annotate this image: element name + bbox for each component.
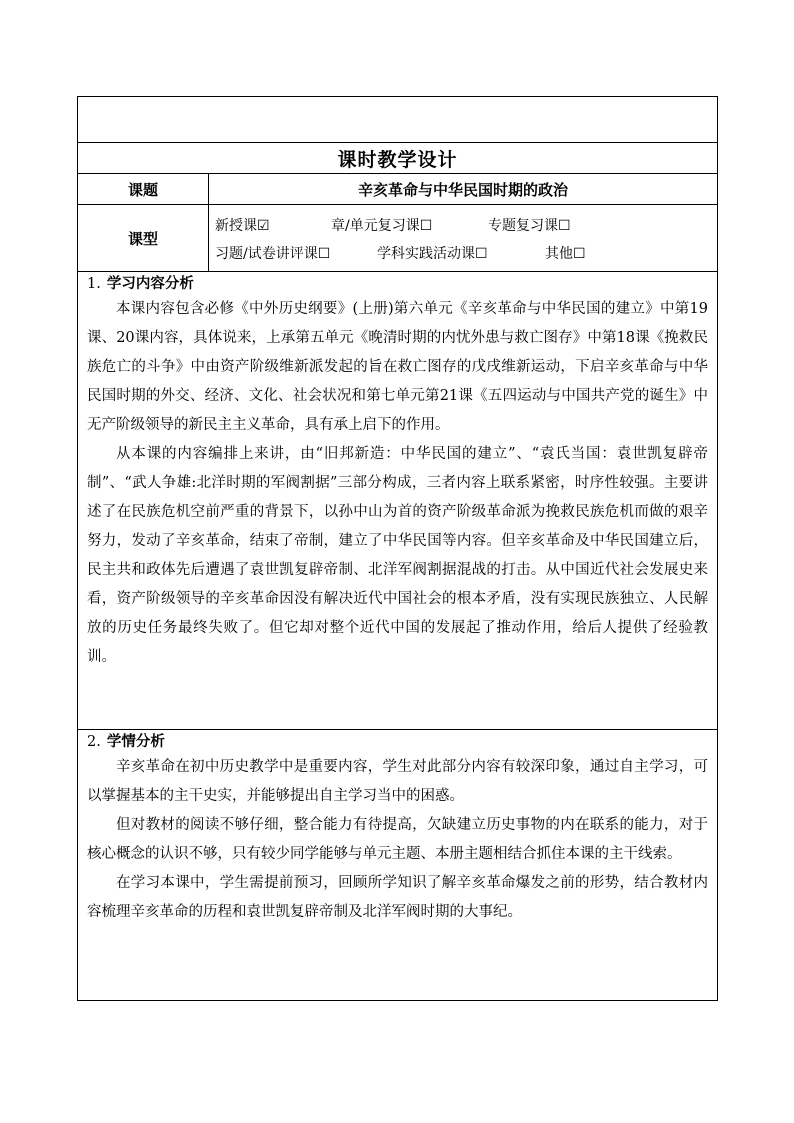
topic-row xyxy=(78,174,718,205)
section1-row xyxy=(78,272,718,730)
content-analysis-section xyxy=(78,272,718,730)
option-label: 习题/试卷讲评课 xyxy=(215,246,318,262)
section-heading xyxy=(87,731,708,753)
section2-row xyxy=(78,730,718,1001)
paragraph: 但对教材的阅读不够仔细，整合能力有待提高，欠缺建立历史事物的内在联系的能力，对于核心概念的认识不够，只有较少同学能够与单元主题、本册主题相结合抓住本课的主干线索。 xyxy=(87,817,708,862)
section-number: 1. xyxy=(87,276,101,292)
blank-header-row xyxy=(78,97,718,143)
blank-header-cell xyxy=(78,97,718,143)
option-label: 专题复习课 xyxy=(488,218,558,234)
lesson-type-row xyxy=(78,205,718,272)
option-other xyxy=(545,243,586,263)
option-label: 新授课 xyxy=(215,218,257,234)
checkbox-checked-icon[interactable]: ☑ xyxy=(257,218,270,234)
topic-value: 辛亥革命与中华民国时期的政治 xyxy=(209,174,718,205)
lesson-type-label: 课型 xyxy=(78,205,209,272)
option-topic-review xyxy=(488,215,571,235)
option-exercise-review xyxy=(215,243,377,263)
option-unit-review xyxy=(331,215,488,235)
option-practice-activity xyxy=(377,243,545,263)
topic-label: 课题 xyxy=(78,174,209,205)
section-title: 学情分析 xyxy=(106,733,165,750)
checkbox-icon[interactable]: ☐ xyxy=(419,218,433,234)
section-heading xyxy=(87,273,708,295)
checkbox-icon[interactable]: ☐ xyxy=(317,246,331,262)
option-label: 其他 xyxy=(545,246,573,262)
paragraph: 从本课的内容编排上来讲，由“旧邦新造：中华民国的建立”、“袁氏当国：袁世凯复辟帝制”、“武人争雄:北洋时期的军阀割据”三部分构成，三者内容上联系紧密，时序性较强。主要讲述了在民族危机空前严重的背景下，以孙中山为首的资产阶级革命派为挽救民族危机而做的艰辛努力，发动了辛亥革命，结束了帝制，建立了中华民国等内容。但辛亥革命及中华民国建立后，民主共和政体先后遭遇了袁世凯复辟帝制、北洋军阀割据混战的打击。从中国近代社会发展史来看，资产阶级领导的辛亥革命因没有解决近代中国社会的根本矛盾，没有实现民族独立、人民解放的历史任务最终失败了。但它却对整个近代中国的发展起了推动作用，给后人提供了经验教训。 xyxy=(87,446,708,665)
lesson-design-table xyxy=(77,96,718,1001)
lesson-type-options-row1 xyxy=(215,211,717,239)
checkbox-icon[interactable]: ☐ xyxy=(558,218,571,234)
option-label: 章/单元复习课 xyxy=(331,218,420,234)
option-label: 学科实践活动课 xyxy=(377,246,475,262)
learner-analysis-section xyxy=(78,730,718,1001)
lesson-type-options-row2 xyxy=(215,239,717,267)
section-title: 学习内容分析 xyxy=(106,275,194,292)
checkbox-icon[interactable]: ☐ xyxy=(475,246,488,262)
checkbox-icon[interactable]: ☐ xyxy=(573,246,586,262)
section-number: 2. xyxy=(87,734,101,750)
option-new-lesson xyxy=(215,215,331,235)
paragraph: 辛亥革命在初中历史教学中是重要内容，学生对此部分内容有较深印象，通过自主学习，可以掌握基本的主干史实，并能够提出自主学习当中的困惑。 xyxy=(87,759,708,804)
paragraph: 本课内容包含必修《中外历史纲要》(上册)第六单元《辛亥革命与中华民国的建立》中第19课、20课内容，具体说来，上承第五单元《晚清时期的内忧外患与救亡图存》中第18课《挽救民族危亡的斗争》中由资产阶级维新派发起的旨在救亡图存的戊戌维新运动，下启辛亥革命与中华民国时期的外交、经济、文化、社会状况和第七单元第21课《五四运动与中国共产党的诞生》中无产阶级领导的新民主主义革命，具有承上启下的作用。 xyxy=(87,301,708,433)
title-row xyxy=(78,143,718,174)
paragraph: 在学习本课中，学生需提前预习，回顾所学知识了解辛亥革命爆发之前的形势，结合教材内容梳理辛亥革命的历程和袁世凯复辟帝制及北洋军阀时期的大事纪。 xyxy=(87,875,708,920)
lesson-type-options xyxy=(209,205,718,272)
page-title: 课时教学设计 xyxy=(78,143,718,174)
